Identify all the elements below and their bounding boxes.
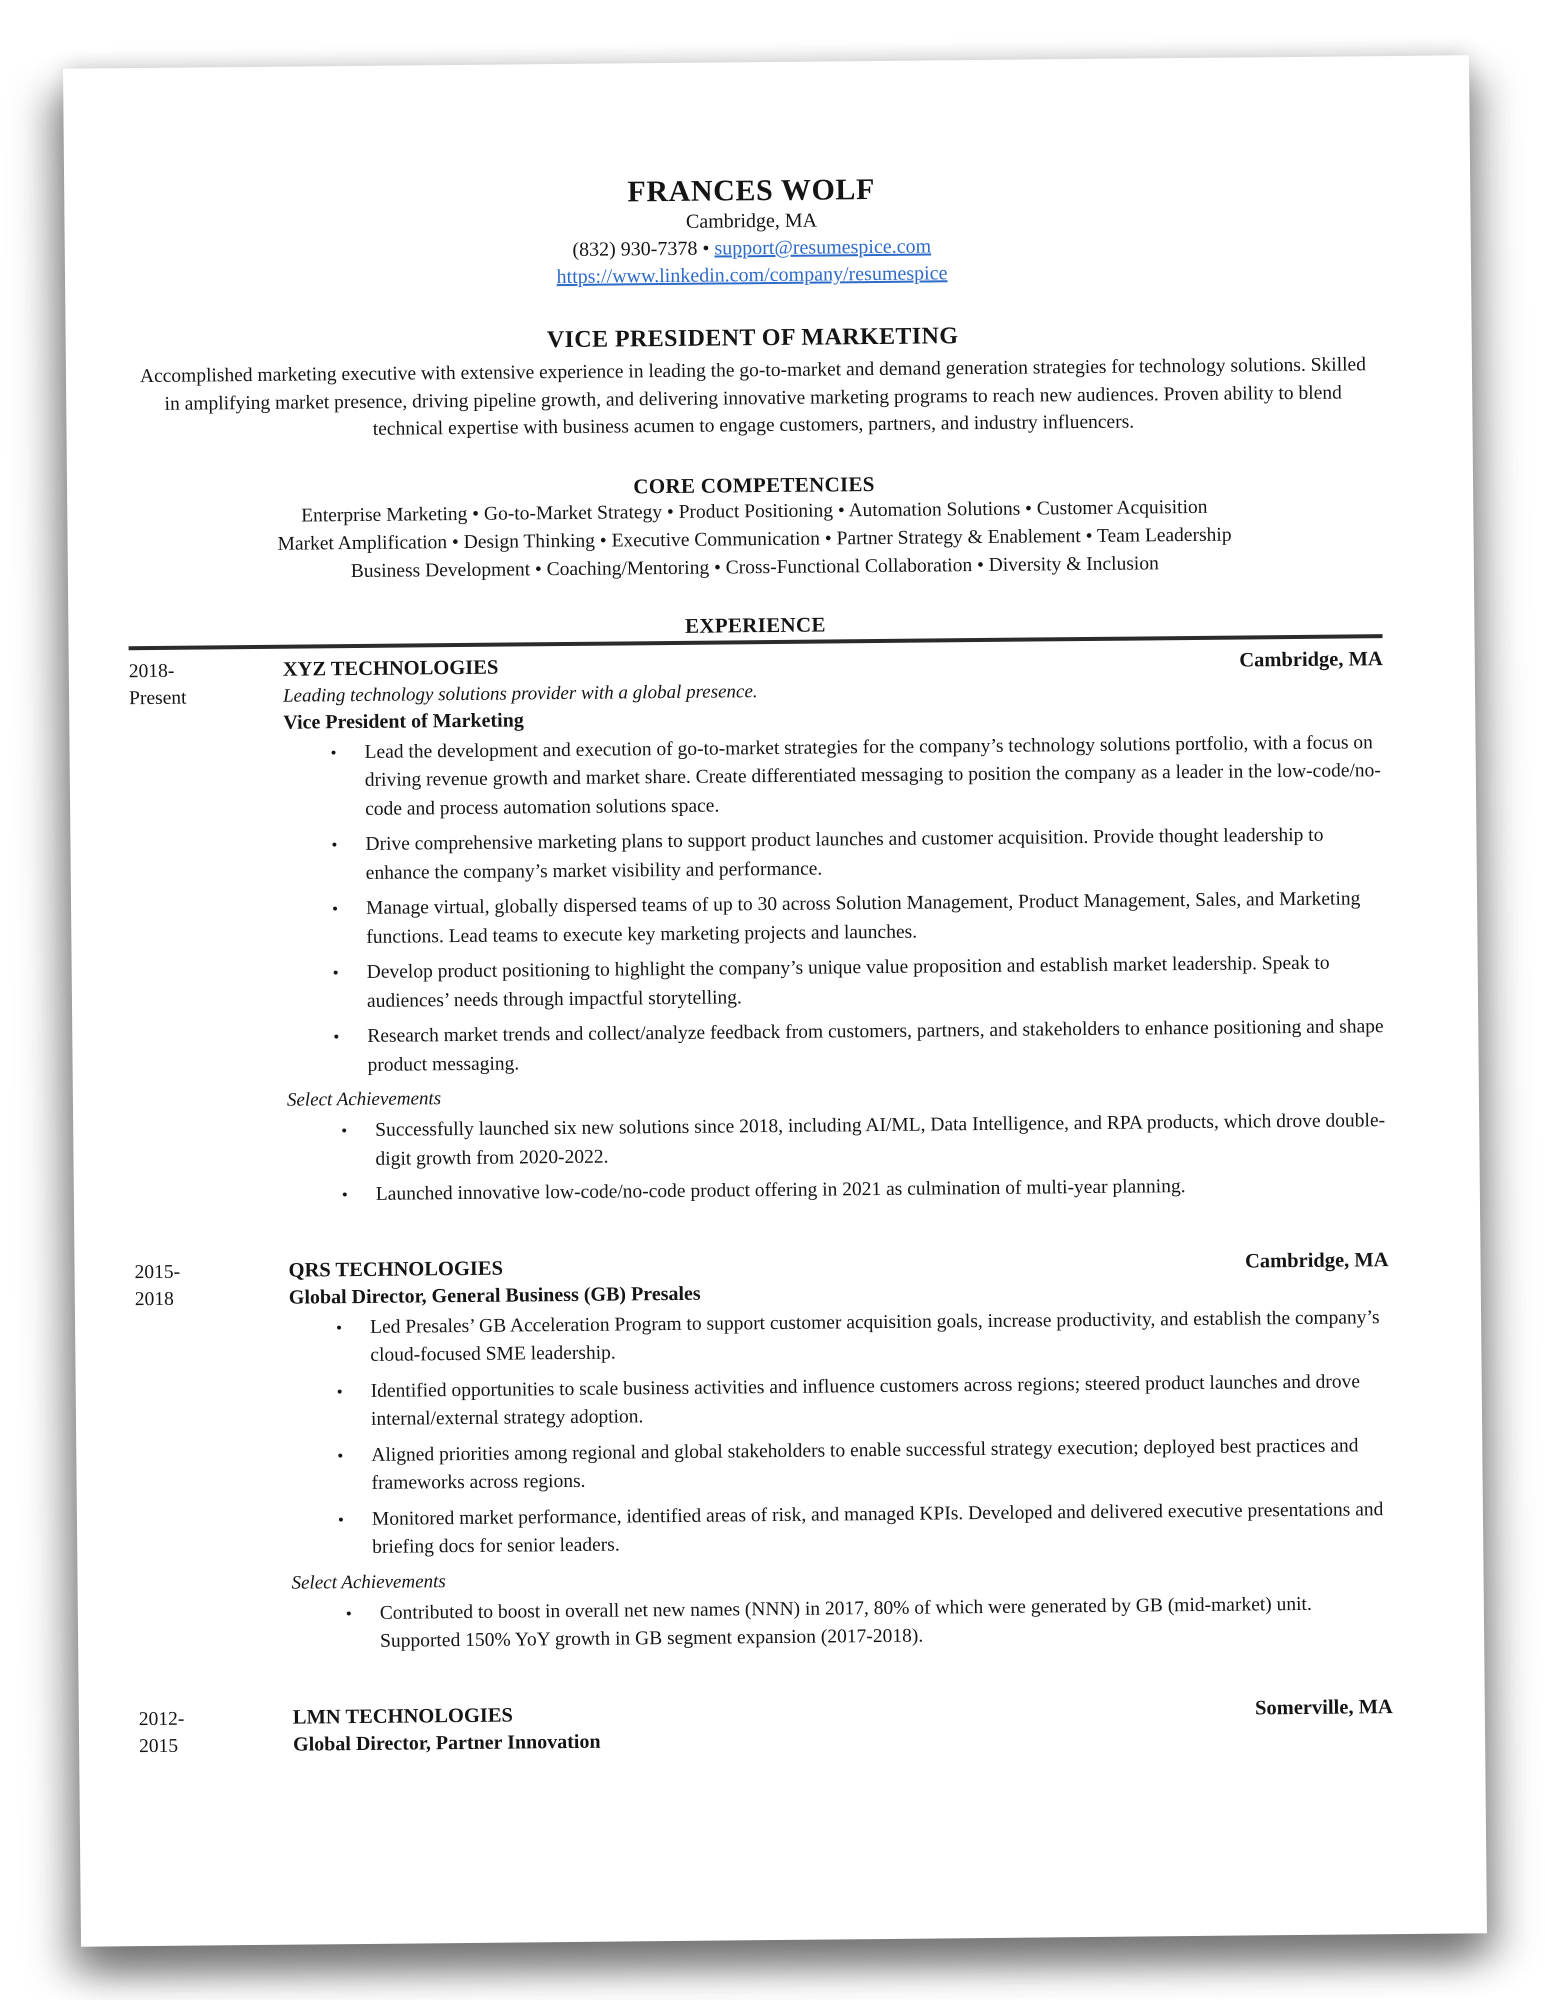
- contact-separator: •: [702, 237, 710, 260]
- job-bullet: • Lead the development and execution of go-to-market strategies for the company’s technology solutions portfolio, with a focus on driving revenue growth and market share. Create differentiated messaging to position the company as a leader in the low-code/no-code and process automation solutions space.: [328, 729, 1384, 825]
- job-title: Global Director, Partner Innovation: [293, 1730, 601, 1756]
- job-bullet: • Develop product positioning to highlight the company’s unique value proposition and establish market leadership. Speak to audiences’ needs through impactful storytelling.: [331, 949, 1386, 1016]
- core-competencies-list: [127, 492, 1382, 588]
- job-bullet-list: [283, 729, 1386, 1081]
- achievements-label: Select Achievements: [291, 1570, 446, 1594]
- job-date-end: 2015: [139, 1735, 179, 1757]
- job-entry-lmn: [139, 1694, 1393, 1760]
- job-date-end: Present: [128, 687, 187, 709]
- core-competencies-heading: CORE COMPETENCIES: [633, 471, 875, 498]
- role-title: VICE PRESIDENT OF MARKETING: [546, 323, 959, 354]
- experience-heading: EXPERIENCE: [684, 611, 826, 638]
- job-location: Cambridge, MA: [1239, 647, 1383, 672]
- job-date-start: 2018-: [128, 660, 175, 682]
- job-title: Vice President of Marketing: [283, 708, 524, 734]
- achievements-label: Select Achievements: [286, 1088, 442, 1111]
- job-date-start: 2012-: [138, 1708, 185, 1730]
- achievement-bullet: • Successfully launched six new solutions since 2018, including AI/ML, Data Intelligence, and RPA products, which drove double-digit growth from 2020-2022.: [339, 1107, 1387, 1174]
- company-description: Leading technology solutions provider with a global presence.: [282, 680, 758, 707]
- job-body: [283, 646, 1388, 1218]
- resume-page: [63, 55, 1487, 1946]
- competency-line: Business Development • Coaching/Mentoring • Cross-Functional Collaboration • Diversity & Inclusion: [350, 552, 1159, 582]
- job-body: [293, 1694, 1393, 1759]
- job-bullet: • Aligned priorities among regional and global stakeholders to enable successful strategy execution; deployed best practices and frameworks across regions.: [335, 1432, 1390, 1499]
- job-location: Cambridge, MA: [1244, 1248, 1389, 1272]
- achievement-list: [292, 1590, 1392, 1658]
- job-dates: [129, 656, 288, 1218]
- job-title: Global Director, General Business (GB) Presales: [288, 1282, 701, 1309]
- competency-line: Enterprise Marketing • Go-to-Market Strategy • Product Positioning • Automation Solutions • Customer Acquisition: [301, 496, 1208, 527]
- job-bullet: • Manage virtual, globally dispersed teams of up to 30 across Solution Management, Product Management, Sales, and Marketing functions. Lead teams to execute key marketing projects and launches.: [330, 885, 1385, 952]
- candidate-name: FRANCES WOLF: [627, 173, 876, 209]
- email-link[interactable]: support@resumespice.com: [714, 235, 932, 260]
- resume-header: [124, 168, 1379, 295]
- job-dates: [139, 1704, 294, 1759]
- achievement-bullet: • Contributed to boost in overall net new names (NNN) in 2017, 80% of which were generated by GB (mid-market) unit. Supported 150% YoY growth in GB segment expansion (2017-2018).: [344, 1590, 1392, 1657]
- job-bullet-list: [289, 1304, 1391, 1564]
- job-date-start: 2015-: [134, 1261, 181, 1283]
- competency-line: Market Amplification • Design Thinking • Executive Communication • Partner Strategy & Enablement • Team Leadership: [277, 524, 1232, 555]
- job-location: Somerville, MA: [1254, 1695, 1393, 1719]
- job-entry-xyz: [129, 646, 1388, 1219]
- company-name: LMN TECHNOLOGIES: [292, 1704, 513, 1729]
- job-bullet: • Research market trends and collect/analyze feedback from customers, partners, and stakeholders to enhance positioning and shape product messaging.: [331, 1013, 1386, 1080]
- phone-number: (832) 930-7378: [572, 237, 698, 261]
- linkedin-link[interactable]: https://www.linkedin.com/company/resumespice: [556, 262, 948, 289]
- job-body: [288, 1247, 1392, 1665]
- profile-summary: Accomplished marketing executive with extensive experience in leading the go-to-market and demand generation strategies for technology solutions. Skilled in amplifying market presence, driving pipeline growth, and delivering innovative marketing programs to reach new audiences. Proven ability to blend technical expertise with business acumen to engage customers, partners, and industry influencers.: [139, 354, 1367, 440]
- candidate-location: Cambridge, MA: [685, 209, 818, 233]
- achievement-list: [287, 1107, 1388, 1210]
- job-bullet: • Led Presales’ GB Acceleration Program to support customer acquisition goals, increase productivity, and establish the company’s cloud-focused SME leadership.: [334, 1304, 1389, 1371]
- job-bullet: • Monitored market performance, identified areas of risk, and managed KPIs. Developed and delivered executive presentations and briefing docs for senior leaders.: [336, 1496, 1391, 1563]
- job-date-end: 2018: [134, 1288, 174, 1310]
- job-bullet: • Identified opportunities to scale business activities and influence customers across regions; steered product launches and drove internal/external strategy adoption.: [335, 1368, 1390, 1435]
- job-bullet: • Drive comprehensive marketing plans to support product launches and customer acquisition. Provide thought leadership to enhance the company’s market visibility and performance.: [329, 821, 1384, 888]
- job-entry-qrs: [134, 1247, 1392, 1666]
- job-dates: [134, 1257, 292, 1665]
- company-name: QRS TECHNOLOGIES: [288, 1257, 504, 1282]
- achievement-bullet: • Launched innovative low-code/no-code product offering in 2021 as culmination of multi-year planning.: [340, 1171, 1388, 1210]
- company-name: XYZ TECHNOLOGIES: [282, 656, 499, 681]
